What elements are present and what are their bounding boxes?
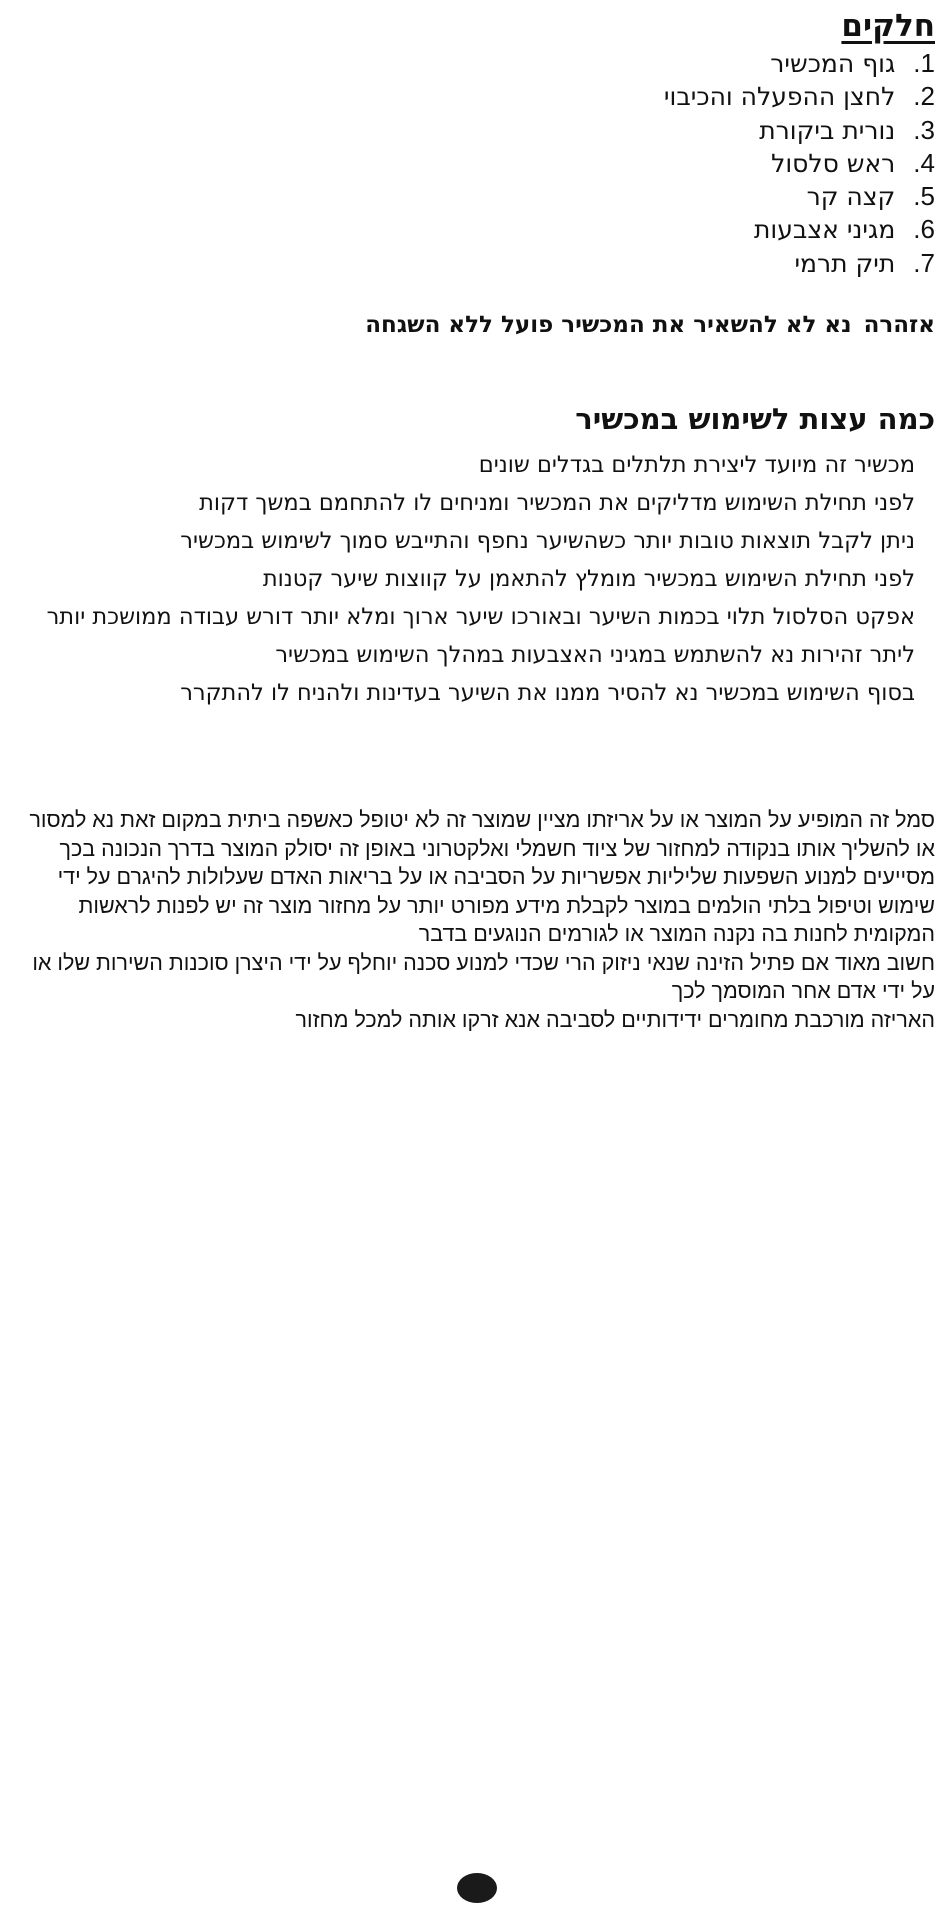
part-number: 5. xyxy=(913,181,935,212)
page-number-badge xyxy=(457,1873,497,1903)
part-number: 2. xyxy=(913,81,935,112)
tip-item: ניתן לקבל תוצאות טובות יותר כשהשיער נחפף והתייבש סמוך לשימוש במכשיר xyxy=(180,528,915,554)
parts-list xyxy=(664,47,935,280)
tip-item: ליתר זהירות נא להשתמש במגיני האצבעות במהלך השימוש במכשיר xyxy=(275,642,915,668)
tip-item: אפקט הסלסול תלוי בכמות השיער ובאורכו שיער ארוך ומלא יותר דורש עבודה ממושכת יותר xyxy=(46,604,915,630)
warning-text: נא לא להשאיר את המכשיר פועל ללא השגחה xyxy=(365,312,852,338)
warning-notice xyxy=(365,312,935,338)
part-number: 4. xyxy=(913,147,935,178)
tips-list xyxy=(10,450,935,716)
parts-list-item xyxy=(664,114,935,147)
part-label: גוף המכשיר xyxy=(770,49,896,78)
parts-list-item xyxy=(664,247,935,280)
tip-item: בסוף השימוש במכשיר נא להסיר ממנו את השיער בעדינות ולהניח לו להתקרר xyxy=(180,680,915,706)
tip-item: לפני תחילת השימוש במכשיר מומלץ להתאמן על קווצות שיער קטנות xyxy=(262,566,915,592)
parts-list-item xyxy=(664,80,935,113)
recycling-paragraph: סמל זה המופיע על המוצר או על אריזתו מציין שמוצר זה לא יטופל כאשפה ביתית במקום זאת נא למסור או להשליך אותו בנקודה למחזור של ציוד חשמלי ואלקטרוני באופן זה יסולק המוצר בדרך הנכונה בכך מסייעים למנוע השפעות שליליות אפשריות על הסביבה או על בריאות האדם שעלולות להיגרם על ידי שימוש וטיפול בלתי הולמים במוצר לקבלת מידע מפורט יותר על מחזור מוצר זה יש לפנות לראשות המקומית לחנות בה נקנה המוצר או לגורמים הנוגעים בדבר xyxy=(29,808,935,946)
tip-item: לפני תחילת השימוש מדליקים את המכשיר ומניחים לו להתחמם במשך דקות xyxy=(199,490,915,516)
tips-heading: כמה עצות לשימוש במכשיר xyxy=(575,402,935,436)
part-label: תיק תרמי xyxy=(794,248,896,278)
part-label: ראש סלסול xyxy=(771,148,896,178)
recycling-section xyxy=(12,806,935,1034)
parts-list-item xyxy=(664,147,935,180)
part-label: לחצן ההפעלה והכיבוי xyxy=(663,82,896,112)
part-number: 1. xyxy=(913,48,935,78)
part-label: נורית ביקורת xyxy=(759,115,896,145)
part-number: 6. xyxy=(913,214,935,245)
recycling-paragraph: האריזה מורכבת מחומרים ידידותיים לסביבה אנא זרקו אותה למכל מחזור xyxy=(295,1007,935,1032)
part-label: קצה קר xyxy=(806,182,896,212)
parts-list-item xyxy=(664,180,935,213)
parts-list-item xyxy=(664,213,935,246)
part-number: 3. xyxy=(913,114,935,145)
parts-list-item xyxy=(664,47,935,80)
part-label: מגיני אצבעות xyxy=(753,215,896,245)
parts-heading: חלקים xyxy=(841,8,935,44)
part-number: 7. xyxy=(913,247,935,278)
warning-label: אזהרה xyxy=(863,312,935,338)
recycling-paragraph: חשוב מאוד אם פתיל הזינה שנאי ניזוק הרי שכדי למנוע סכנה יוחלף על ידי היצרן סוכנות השירות שלו או על ידי אדם אחר המוסמך לכך xyxy=(32,950,935,1003)
tip-item: מכשיר זה מיועד ליצירת תלתלים בגדלים שונים xyxy=(478,452,915,478)
